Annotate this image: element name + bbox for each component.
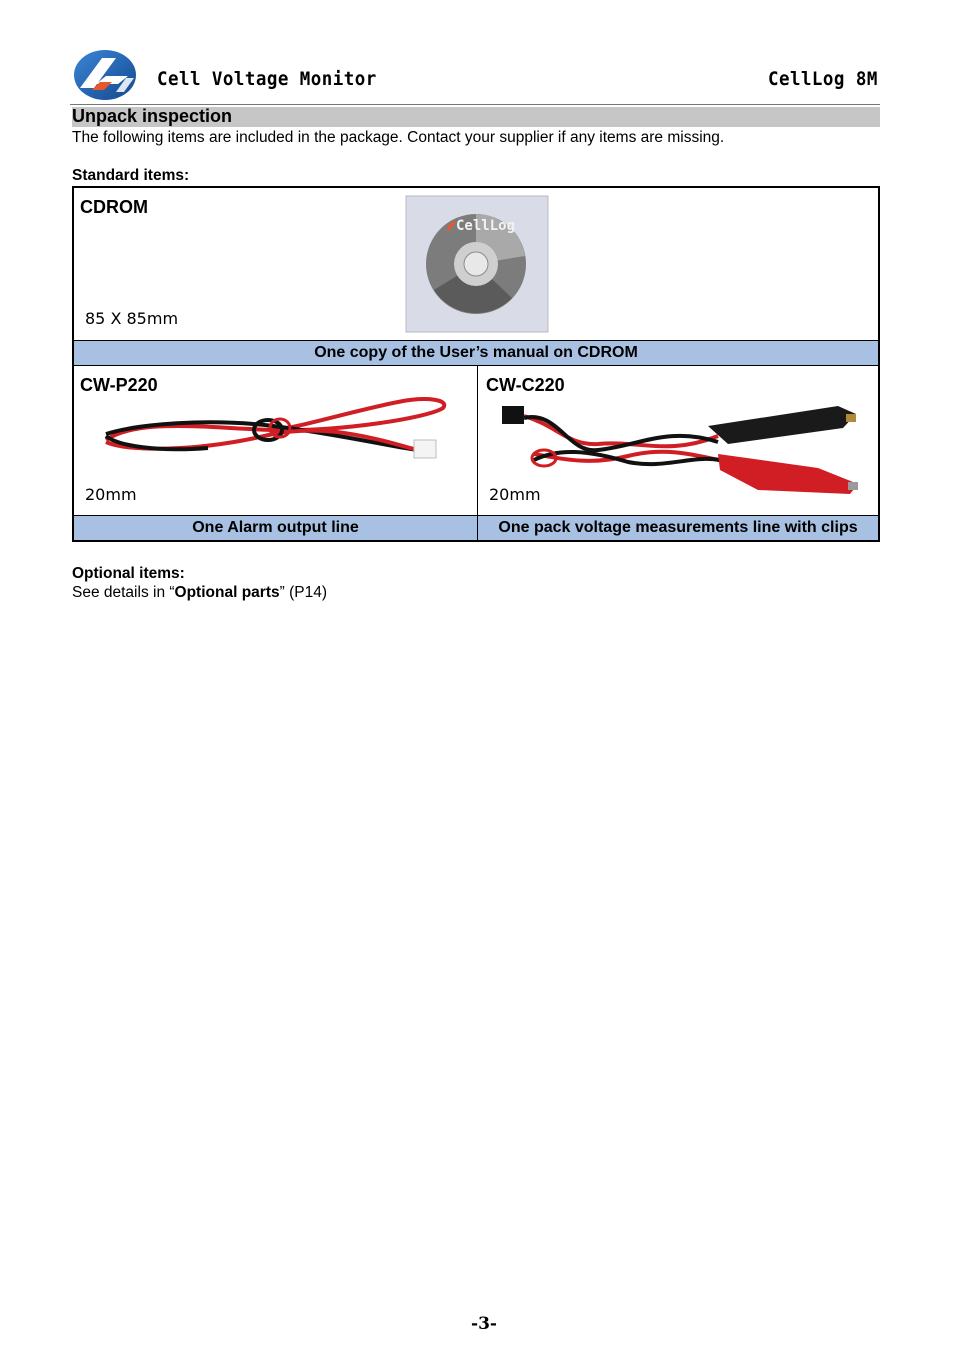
alarm-line-size: 20mm — [85, 485, 137, 504]
optional-items-text — [72, 584, 327, 602]
cdrom-name: CDROM — [80, 197, 148, 217]
standard-items-label: Standard items: — [72, 167, 190, 184]
header-divider — [70, 104, 880, 105]
cdrom-size: 85 X 85mm — [85, 309, 179, 328]
page-number-wrap — [0, 1314, 954, 1334]
intro-text: The following items are included in the package. Contact your supplier if any items are missing. — [72, 129, 725, 146]
items-table — [72, 186, 880, 542]
alarm-line-image — [98, 388, 448, 470]
alarm-line-cell — [73, 366, 478, 516]
page-number: -3- — [471, 1314, 497, 1334]
voltage-line-description: One pack voltage measurements line with clips — [478, 516, 880, 542]
optional-parts-link[interactable]: Optional parts — [174, 584, 280, 601]
voltage-line-image — [498, 396, 868, 508]
cdrom-cell — [73, 187, 879, 341]
header-model: CellLog 8M — [768, 68, 878, 90]
brand-logo — [72, 48, 138, 104]
header-title: Cell Voltage Monitor — [157, 68, 377, 90]
optional-prefix: See details in “ — [72, 584, 175, 601]
section-title: Unpack inspection — [72, 106, 233, 126]
optional-suffix: ” (P14) — [279, 584, 327, 601]
voltage-line-name: CW-C220 — [486, 375, 565, 395]
alarm-line-description: One Alarm output line — [73, 516, 478, 542]
cdrom-disc-label: CellLog — [456, 218, 516, 234]
alarm-line-name: CW-P220 — [80, 375, 158, 395]
voltage-line-cell — [478, 366, 880, 516]
optional-items-label: Optional items: — [72, 565, 185, 582]
voltage-line-size: 20mm — [489, 485, 541, 504]
cdrom-image — [404, 194, 550, 334]
cdrom-description: One copy of the User’s manual on CDROM — [73, 341, 879, 366]
